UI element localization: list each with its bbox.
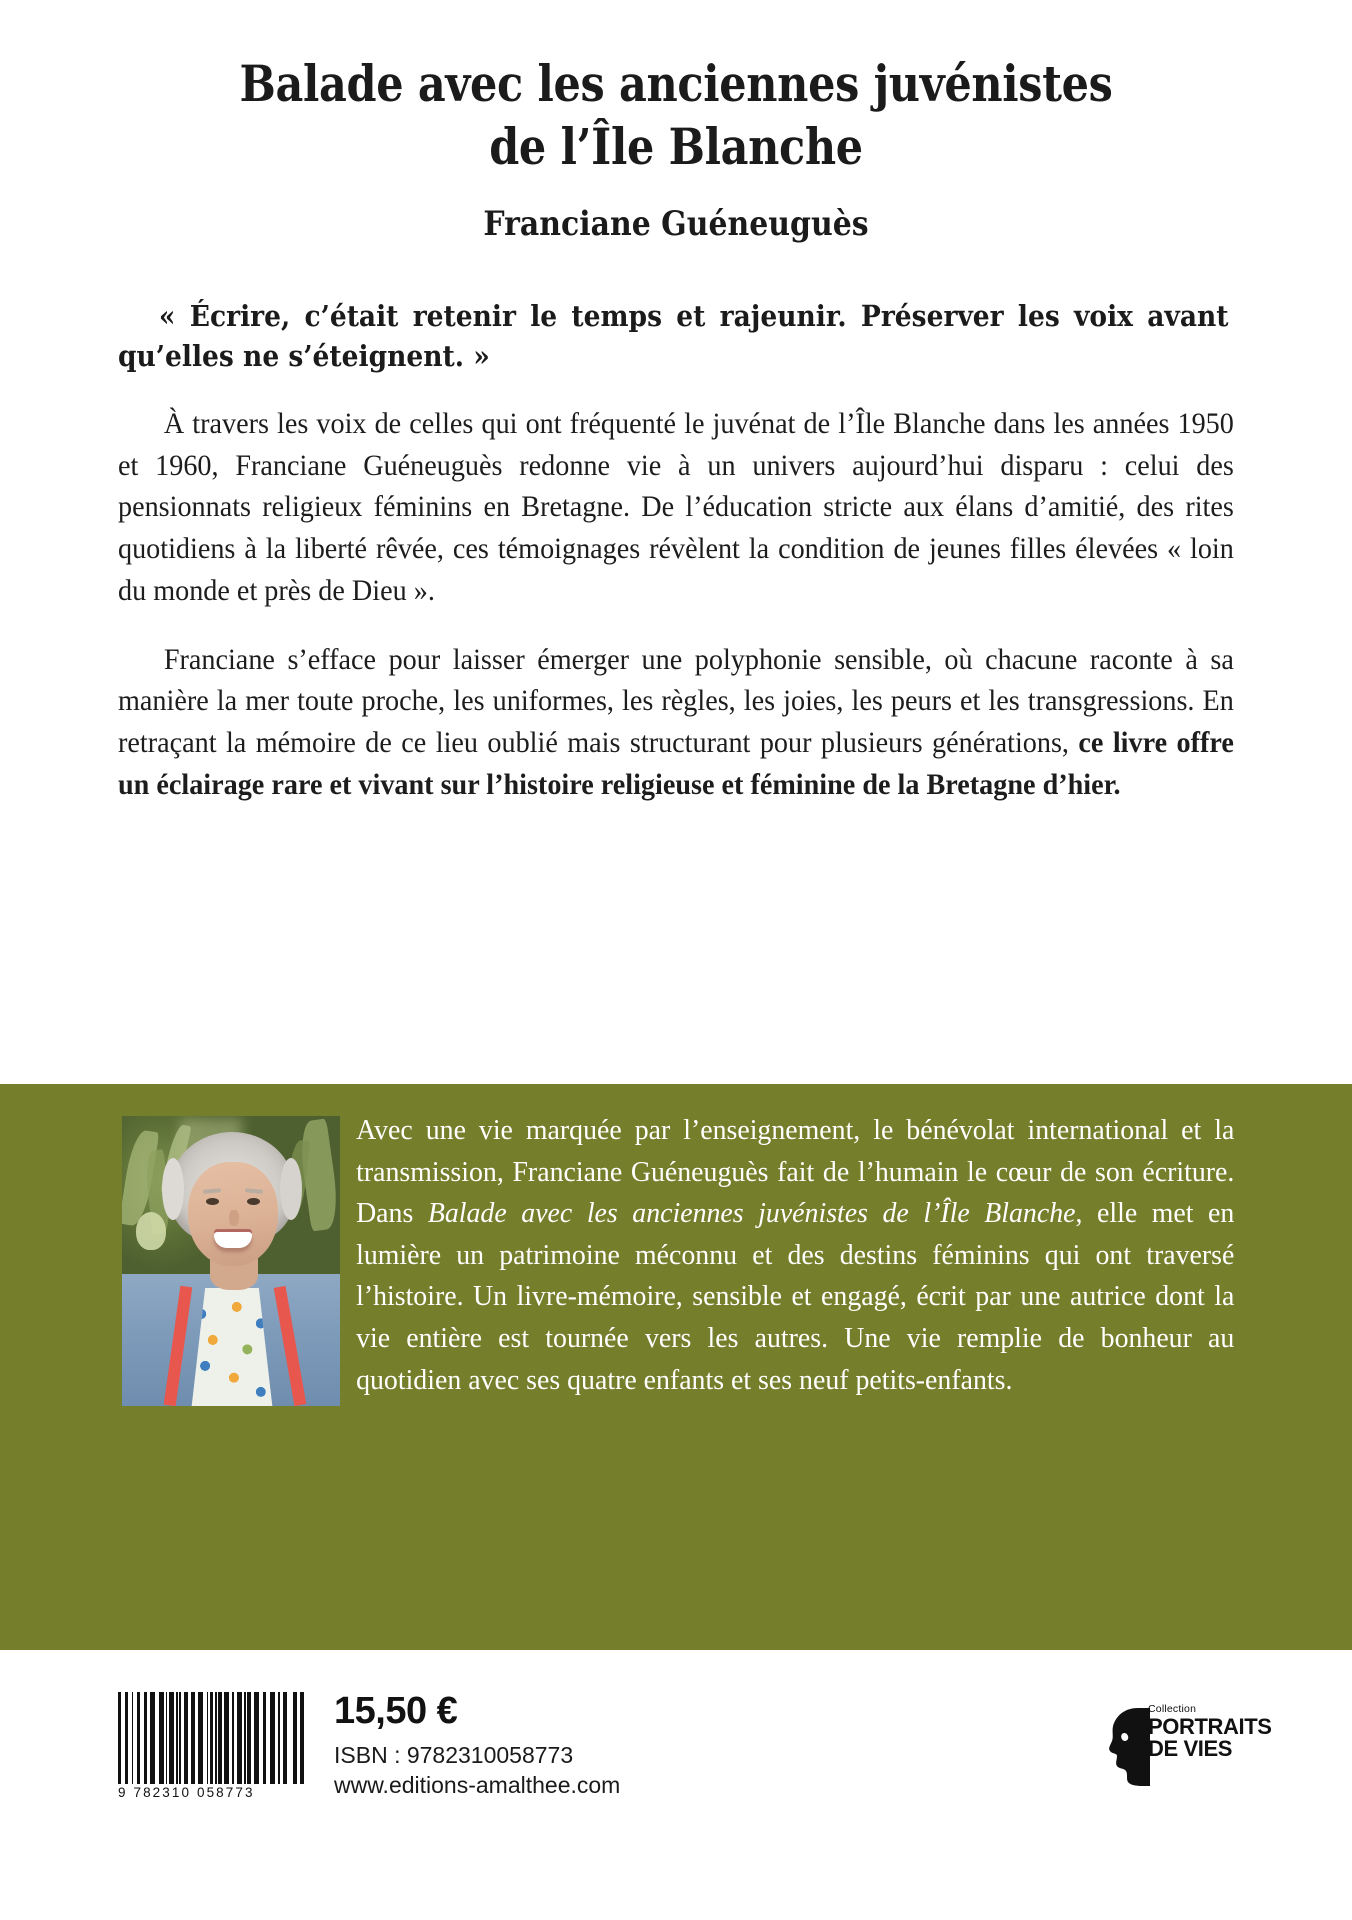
bio-part-2: , elle met en lumière un patrimoine méconnu et des destins féminins qui ont traversé l’histoire. Un livre-mémoire, sensible et engagé, écrit [356, 1197, 1235, 1313]
collection-logo-text [1148, 1703, 1272, 1761]
barcode-block [118, 1692, 304, 1800]
author-bio-text [118, 1110, 1234, 1401]
footer-bar [0, 1688, 1352, 1868]
barcode-icon [118, 1692, 304, 1784]
bio-part-1: Avec une vie marquée par l’enseignement, le bénévolat international et la transmission, Franciane Guéneuguès fait de l’humain le cœur de son écriture. Dans [356, 1114, 1235, 1230]
page-title [196, 52, 1156, 178]
synopsis-paragraph-2 [118, 640, 1234, 807]
face-silhouette-icon [1108, 1708, 1150, 1786]
pull-quote: « Écrire, c’était retenir le temps et rajeunir. Préserver les voix avant qu’elles ne s’éteignent. » [118, 299, 1229, 374]
bio-book-title-italic: Balade avec les anciennes juvénistes de l’Île Blanche [427, 1197, 1076, 1230]
barcode-digits: 9 782310 058773 [118, 1785, 255, 1800]
price-value: 15,50 € [334, 1690, 458, 1732]
author-name: Franciane Guéneuguès [483, 204, 869, 244]
title-line-2: de l’Île Blanche [489, 117, 863, 176]
title-line-1: Balade avec les anciennes juvénistes [239, 54, 1113, 113]
collection-name-line-1: PORTRAITS [1148, 1713, 1272, 1739]
cover-top-section [0, 0, 1352, 807]
isbn-value: ISBN : 9782310058773 [334, 1741, 574, 1768]
collection-label: Collection [1148, 1703, 1197, 1715]
synopsis-paragraph-2-bold: ce livre offre un éclairage rare et vivant sur l’histoire religieuse et féminine de la Bretagne d’hier. [118, 727, 1234, 801]
synopsis-paragraph-1: À travers les voix de celles qui ont fréquenté le juvénat de l’Île Blanche dans les années 1950 et 1960, Franciane Guéneuguès redonne vie à un univers aujourd’hui disparu : celui des pensionnats religieux féminins en Bretagne. De l’éducation stricte aux élans d’amitié, des rites quotidiens à la liberté rêvée, ces témoignages révèlent la condition de jeunes filles élevées « loin du monde et près de Dieu ». [118, 407, 1234, 607]
author-bio-band [0, 1084, 1352, 1650]
bio-part-3: par une autrice dont la vie entière est tournée vers les autres. Une vie remplie de bonheur au quotidien avec ses quatre enfants et ses neuf petits-enfants. [356, 1280, 1235, 1396]
collection-name-line-2: DE VIES [1148, 1735, 1233, 1761]
publisher-website[interactable]: www.editions-amalthee.com [334, 1771, 621, 1798]
synopsis-paragraph-2-normal: Franciane s’efface pour laisser émerger une polyphonie sensible, où chacune raconte à sa manière la mer toute proche, les uniformes, les règles, les joies, les peurs et les transgressions. En retraçant la mémoire de ce lieu oublié mais structurant pour plusieurs générations, [118, 643, 1234, 760]
collection-logo [1108, 1702, 1272, 1794]
price-block [334, 1690, 620, 1800]
